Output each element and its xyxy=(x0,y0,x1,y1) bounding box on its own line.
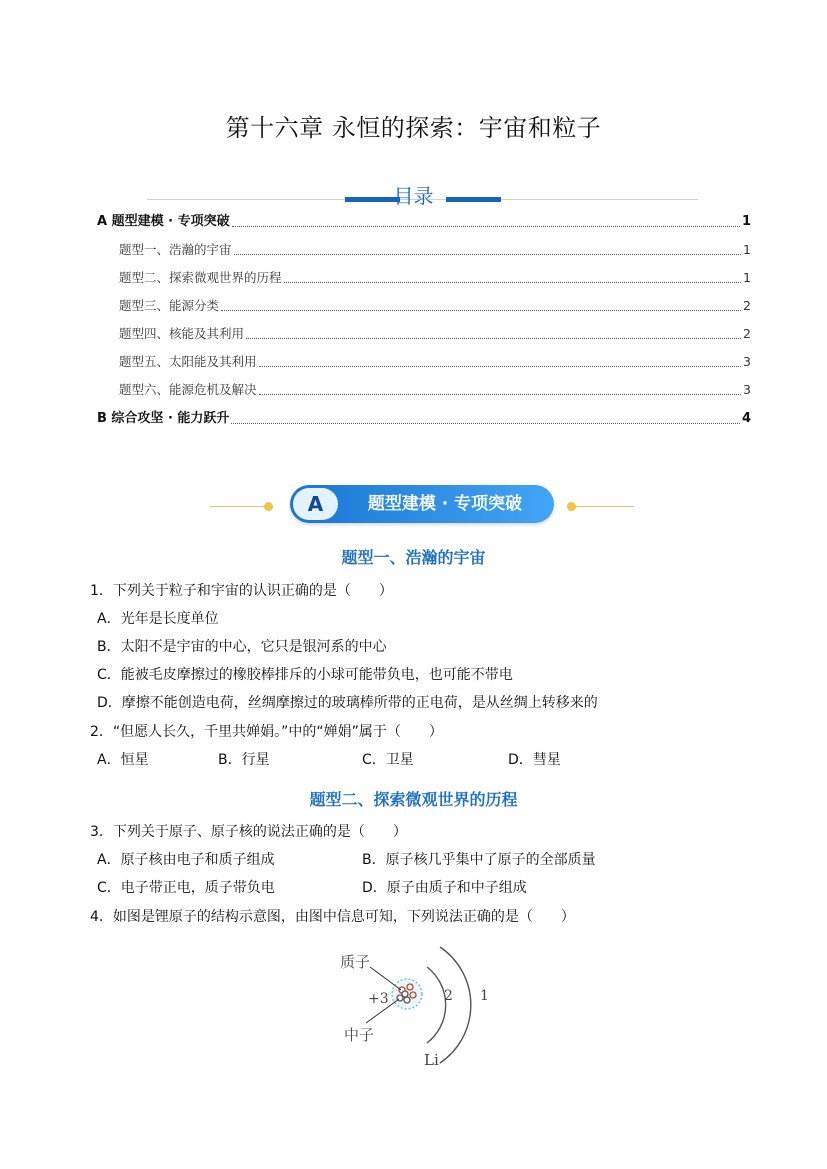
question-1-option-c: C．能被毛皮摩擦过的橡胶棒排斥的小球可能带负电，也可能不带电 xyxy=(97,667,513,683)
electron-shell-outer xyxy=(440,947,471,1063)
banner-dot-left xyxy=(264,502,273,511)
banner-line-left xyxy=(210,506,272,507)
toc-item-label: 题型三、能源分类 xyxy=(119,298,220,313)
toc-leader xyxy=(231,423,740,424)
question-2-option-c: C．卫星 xyxy=(362,752,414,768)
proton-pointer xyxy=(370,967,401,990)
proton-particle xyxy=(407,984,413,990)
toc-item-label: 题型六、能源危机及解决 xyxy=(119,382,257,397)
page-title: 第十六章 永恒的探索：宇宙和粒子 xyxy=(225,114,602,142)
toc-item-page: 1 xyxy=(743,270,751,285)
toc-item-page: 2 xyxy=(743,298,751,313)
question-3-option-a: A．原子核由电子和质子组成 xyxy=(97,852,275,868)
question-3-option-b: B．原子核几乎集中了原子的全部质量 xyxy=(362,852,596,868)
toc-item-section-a[interactable] xyxy=(97,212,751,232)
question-4-stem: 4．如图是锂原子的结构示意图，由图中信息可知，下列说法正确的是（ ） xyxy=(90,909,575,925)
element-symbol: Li xyxy=(424,1051,439,1069)
toc-item-label: 题型一、浩瀚的宇宙 xyxy=(119,242,232,257)
toc-item-page: 1 xyxy=(741,214,751,229)
section-title: 题型建模 · 专项突破 xyxy=(367,494,523,514)
type2-heading: 题型二、探索微观世界的历程 xyxy=(309,790,518,809)
question-1-option-a: A．光年是长度单位 xyxy=(97,611,219,627)
toc-item-label: 题型二、探索微观世界的历程 xyxy=(119,270,282,285)
toc-item-page: 4 xyxy=(741,411,751,426)
toc-leader xyxy=(284,282,742,283)
toc-item-page: 3 xyxy=(743,382,751,397)
toc-item-type4[interactable] xyxy=(119,324,751,344)
neutron-particle xyxy=(402,991,408,997)
toc-item-page: 3 xyxy=(743,354,751,369)
proton-label: 质子 xyxy=(340,953,371,971)
nuclear-charge-label: +3 xyxy=(368,991,389,1007)
toc-leader xyxy=(246,338,741,339)
banner-line-right xyxy=(572,506,634,507)
toc-item-page: 2 xyxy=(743,326,751,341)
toc-leader xyxy=(259,366,742,367)
toc-item-page: 1 xyxy=(743,242,751,257)
question-1-option-d: D．摩擦不能创造电荷，丝绸摩擦过的玻璃棒所带的正电荷，是从丝绸上转移来的 xyxy=(97,695,598,711)
electron-shell-inner xyxy=(427,967,446,1043)
type1-heading: 题型一、浩瀚的宇宙 xyxy=(341,548,486,567)
question-1-option-b: B．太阳不是宇宙的中心，它只是银河系的中心 xyxy=(97,639,387,655)
question-2-stem: 2．“但愿人长久，千里共婵娟。”中的“婵娟”属于（ ） xyxy=(90,724,443,740)
toc-item-label: 题型四、核能及其利用 xyxy=(119,326,245,341)
question-3-option-d: D．原子由质子和中子组成 xyxy=(362,880,527,896)
toc-item-type2[interactable] xyxy=(119,268,751,288)
toc-item-type5[interactable] xyxy=(119,352,751,372)
section-badge: A xyxy=(293,488,338,520)
toc-item-label: 题型五、太阳能及其利用 xyxy=(119,354,257,369)
lithium-atom-diagram xyxy=(330,945,500,1070)
question-1-stem: 1．下列关于粒子和宇宙的认识正确的是（ ） xyxy=(90,583,393,599)
toc-leader xyxy=(221,310,741,311)
question-2-option-b: B．行星 xyxy=(218,752,270,768)
toc-heading: 目录 xyxy=(393,184,434,208)
toc-item-label: B 综合攻坚 · 能力跃升 xyxy=(97,411,230,426)
neutron-label: 中子 xyxy=(344,1026,375,1044)
question-2-option-d: D．彗星 xyxy=(508,752,561,768)
neutron-particle xyxy=(404,997,410,1003)
toc-item-type6[interactable] xyxy=(119,380,751,400)
toc-item-type3[interactable] xyxy=(119,296,751,316)
toc-item-section-b[interactable] xyxy=(97,409,751,429)
banner-dot-right xyxy=(567,502,576,511)
toc-item-type1[interactable] xyxy=(119,240,751,260)
toc-leader xyxy=(234,254,742,255)
toc-item-label: A 题型建模 · 专项突破 xyxy=(97,214,230,229)
question-3-stem: 3．下列关于原子、原子核的说法正确的是（ ） xyxy=(90,824,407,840)
outer-shell-electron-count: 1 xyxy=(480,988,489,1004)
toc-leader xyxy=(259,394,742,395)
toc-leader xyxy=(232,226,740,227)
inner-shell-electron-count: 2 xyxy=(444,988,453,1004)
question-3-option-c: C．电子带正电，质子带负电 xyxy=(97,880,275,896)
question-2-option-a: A．恒星 xyxy=(97,752,149,768)
proton-particle xyxy=(410,992,416,998)
